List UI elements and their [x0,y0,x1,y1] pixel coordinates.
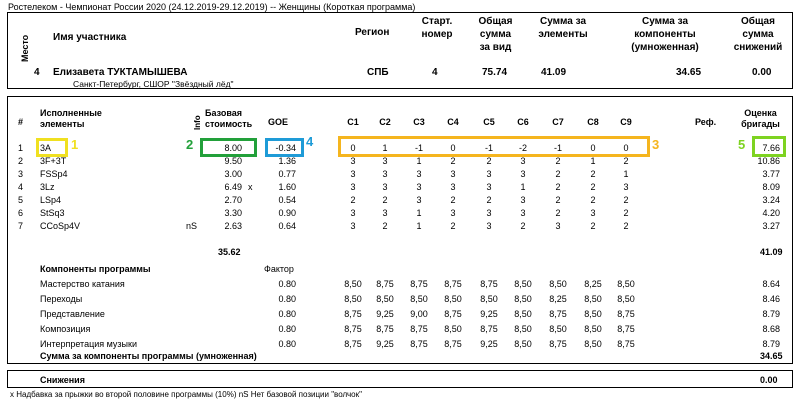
element-judge-score: 1 [623,169,629,179]
component-judge-score: 9,25 [376,339,394,349]
component-judge-score: 8,50 [444,324,462,334]
judge-header-8: C8 [587,117,599,127]
factor-header: Фактор [264,264,294,274]
element-code: 3F+3T [40,156,67,166]
callout-2-label: 2 [186,137,194,152]
judge-header-3: C3 [413,117,425,127]
element-number: 3 [18,169,24,179]
element-number: 6 [18,208,24,218]
judge-header-7: C7 [552,117,564,127]
judge-header-1: C1 [347,117,359,127]
element-judge-score: 3 [486,182,492,192]
region-value: СПБ [367,67,389,78]
info-header: Info [193,115,202,130]
element-judge-score: 2 [623,208,629,218]
element-panel-score: 3.24 [762,195,780,205]
element-judge-score: 1 [590,156,596,166]
element-judge-score: 3 [416,182,422,192]
judge-header-4: C4 [447,117,459,127]
element-judge-score: 2 [486,195,492,205]
element-judge-score: 3 [350,221,356,231]
component-name: Интерпретация музыки [40,339,137,349]
element-code: 3A [40,143,52,153]
component-judge-score: 8,75 [444,309,462,319]
component-judge-score: 8,25 [549,294,567,304]
element-judge-score: 3 [520,208,526,218]
component-judge-score: 8,50 [376,294,394,304]
element-code: StSq3 [40,208,65,218]
component-judge-score: 8,75 [549,309,567,319]
skater-name: Елизавета ТУКТАМЫШЕВА [53,67,188,78]
ded-value: 0.00 [752,67,772,78]
start-value: 4 [432,67,438,78]
element-judge-score: 3 [350,156,356,166]
component-panel-score: 8.79 [762,339,780,349]
component-judge-score: 8,75 [410,324,428,334]
element-code: CCoSp4V [40,221,81,231]
component-judge-score: 9,00 [410,309,428,319]
element-number: 1 [18,143,24,153]
component-factor: 0.80 [278,324,296,334]
element-goe: 0.64 [278,221,296,231]
element-judge-score: 3 [450,169,456,179]
element-judge-score: 3 [382,182,388,192]
element-judge-score: 2 [623,221,629,231]
element-code: LSp4 [40,195,62,205]
element-goe: 1.60 [278,182,296,192]
component-judge-score: 8,75 [376,279,394,289]
element-judge-score: 3 [520,156,526,166]
component-judge-score: 8,75 [617,324,635,334]
tes-value: 41.09 [541,67,567,78]
element-judge-score: 2 [555,208,561,218]
element-panel-score: 4.20 [762,208,780,218]
element-judge-score: 3 [486,208,492,218]
region-header: Регион [355,27,390,38]
element-judge-score: 2 [450,195,456,205]
judge-header-6: C6 [517,117,529,127]
callout-4-label: 4 [306,134,314,149]
component-judge-score: 8,75 [376,324,394,334]
component-panel-score: 8.64 [762,279,780,289]
judge-header-2: C2 [379,117,391,127]
element-judge-score: 3 [382,169,388,179]
element-panel-score: 8.09 [762,182,780,192]
component-judge-score: 8,50 [549,279,567,289]
element-judge-score: 2 [590,169,596,179]
element-info: nS [186,221,198,231]
element-goe: 0.90 [278,208,296,218]
element-judge-score: 3 [416,169,422,179]
start-header: Старт. номер [421,16,453,40]
element-judge-score: 2 [520,221,526,231]
component-judge-score: 8,50 [617,294,635,304]
callout-5-label: 5 [738,137,746,152]
element-goe: 0.54 [278,195,296,205]
component-factor: 0.80 [278,339,296,349]
element-number: 4 [18,182,24,192]
deductions-label: Снижения [40,375,85,385]
element-judge-score: 2 [623,195,629,205]
component-judge-score: 8,50 [444,294,462,304]
element-judge-score: 3 [623,182,629,192]
element-judge-score: 2 [590,182,596,192]
element-number: 7 [18,221,24,231]
element-judge-score: 2 [555,169,561,179]
element-number: 2 [18,156,24,166]
element-judge-score: 1 [520,182,526,192]
element-judge-score: 2 [555,156,561,166]
footnote: x Надбавка за прыжки во второй половине программы (10%) nS Нет базовой позиции "волчок" [10,390,362,399]
component-judge-score: 8,50 [480,294,498,304]
element-judge-score: 1 [416,221,422,231]
place-value: 4 [34,67,40,78]
deductions-box [7,370,793,388]
component-judge-score: 8,75 [444,339,462,349]
name-header: Имя участника [53,32,127,43]
element-bonus-mark: x [248,182,253,192]
element-judge-score: -1 [484,143,493,153]
component-judge-score: 9,25 [480,309,498,319]
component-judge-score: 8,75 [480,324,498,334]
element-judge-score: 3 [486,169,492,179]
pcs-value: 34.65 [676,67,702,78]
tes-header: Сумма за элементы [538,16,588,40]
element-base-value: 3.30 [224,208,242,218]
element-judge-score: 2 [555,195,561,205]
element-judge-score: 3 [350,182,356,192]
component-name: Мастерство катания [40,279,125,289]
component-judge-score: 8,75 [410,339,428,349]
components-title: Компоненты программы [40,264,151,274]
element-judge-score: 2 [382,195,388,205]
component-judge-score: 8,50 [584,324,602,334]
component-judge-score: 8,75 [549,339,567,349]
element-judge-score: -1 [553,143,562,153]
highlight-base-box [200,138,257,157]
element-judge-score: 2 [590,195,596,205]
element-judge-score: 3 [382,156,388,166]
element-judge-score: 2 [623,156,629,166]
element-panel-score: 3.27 [762,221,780,231]
ded-header: Общая сумма снижений [733,16,783,53]
component-judge-score: 8,75 [344,324,362,334]
element-judge-score: 3 [555,221,561,231]
component-factor: 0.80 [278,309,296,319]
highlight-judges-box [338,136,650,157]
element-judge-score: -2 [518,143,527,153]
component-judge-score: 8,50 [584,339,602,349]
component-judge-score: 8,75 [344,309,362,319]
element-base-value: 2.70 [224,195,242,205]
element-base-value: 3.00 [224,169,242,179]
element-judge-score: 1 [382,143,388,153]
element-judge-score: 2 [350,195,356,205]
total-header: Общая сумма за вид [478,16,513,53]
component-judge-score: 8,50 [549,324,567,334]
element-judge-score: 3 [520,169,526,179]
component-name: Композиция [40,324,91,334]
element-panel-score: 7.66 [762,143,780,153]
element-judge-score: 3 [416,195,422,205]
component-judge-score: 8,50 [514,294,532,304]
component-judge-score: 8,50 [344,279,362,289]
pcs-label: Сумма за компоненты программы (умноженная) [40,351,257,361]
num-header: # [18,117,24,127]
place-header: Место [20,34,30,62]
component-judge-score: 8,75 [444,279,462,289]
component-judge-score: 9,25 [480,339,498,349]
component-panel-score: 8.79 [762,309,780,319]
component-judge-score: 8,50 [584,294,602,304]
component-panel-score: 8.68 [762,324,780,334]
highlight-score-box [752,136,786,157]
component-judge-score: 8,50 [514,339,532,349]
skater-club: Санкт-Петербург, СШОР "Звёздный лёд" [73,79,234,89]
element-judge-score: 2 [450,156,456,166]
component-judge-score: 8,50 [584,309,602,319]
component-judge-score: 8,75 [617,309,635,319]
element-judge-score: 3 [350,169,356,179]
component-judge-score: 8,75 [410,279,428,289]
highlight-goe-box [265,138,304,157]
deductions-total: 0.00 [760,375,778,385]
element-goe: 1.36 [278,156,296,166]
component-judge-score: 8,50 [617,279,635,289]
element-judge-score: 0 [590,143,596,153]
element-base-value: 6.49 [224,182,242,192]
tes-total: 41.09 [760,247,783,257]
element-judge-score: 2 [590,221,596,231]
component-judge-score: 8,75 [480,279,498,289]
total-value: 75.74 [482,67,508,78]
element-base-value: 9.50 [224,156,242,166]
element-judge-score: 3 [450,208,456,218]
element-judge-score: 0 [350,143,356,153]
element-judge-score: 2 [382,221,388,231]
element-number: 5 [18,195,24,205]
element-base-value: 2.63 [224,221,242,231]
elements-header: Исполненные элементы [40,108,102,129]
component-judge-score: 8,50 [410,294,428,304]
element-judge-score: -1 [414,143,423,153]
element-code: FSSp4 [40,169,68,179]
base-header: Базовая стоимость [205,108,253,129]
component-judge-score: 8,25 [584,279,602,289]
component-name: Представление [40,309,105,319]
element-judge-score: 3 [382,208,388,218]
component-name: Переходы [40,294,83,304]
protocol-title: Ростелеком - Чемпионат России 2020 (24.12.2019-29.12.2019) -- Женщины (Короткая программа) [8,2,416,12]
element-goe: -0.34 [275,143,296,153]
component-factor: 0.80 [278,294,296,304]
component-judge-score: 8,50 [344,294,362,304]
component-factor: 0.80 [278,279,296,289]
goe-header: GOE [268,117,289,127]
judge-header-5: C5 [483,117,495,127]
element-code: 3Lz [40,182,55,192]
element-judge-score: 1 [416,156,422,166]
component-panel-score: 8.46 [762,294,780,304]
pcs-header: Сумма за компоненты (умноженная) [631,16,699,53]
callout-3-label: 3 [652,137,660,152]
element-judge-score: 3 [486,221,492,231]
score-header: Оценка бригады [741,108,780,129]
component-judge-score: 8,75 [344,339,362,349]
ref-header: Реф. [695,117,717,127]
callout-1-label: 1 [71,137,79,152]
element-judge-score: 3 [350,208,356,218]
element-base-value: 8.00 [224,143,242,153]
element-judge-score: 3 [450,182,456,192]
component-judge-score: 9,25 [376,309,394,319]
element-judge-score: 0 [450,143,456,153]
element-judge-score: 3 [520,195,526,205]
base-total: 35.62 [218,247,241,257]
element-judge-score: 0 [623,143,629,153]
judge-header-9: C9 [620,117,632,127]
component-judge-score: 8,50 [514,279,532,289]
component-judge-score: 8,50 [514,324,532,334]
component-judge-score: 8,75 [617,339,635,349]
element-panel-score: 3.77 [762,169,780,179]
element-judge-score: 3 [590,208,596,218]
element-judge-score: 2 [450,221,456,231]
element-judge-score: 2 [486,156,492,166]
element-judge-score: 1 [416,208,422,218]
component-judge-score: 8,50 [514,309,532,319]
element-judge-score: 2 [555,182,561,192]
element-panel-score: 10.86 [757,156,780,166]
pcs-total: 34.65 [760,351,783,361]
element-goe: 0.77 [278,169,296,179]
highlight-element-box [36,138,68,157]
